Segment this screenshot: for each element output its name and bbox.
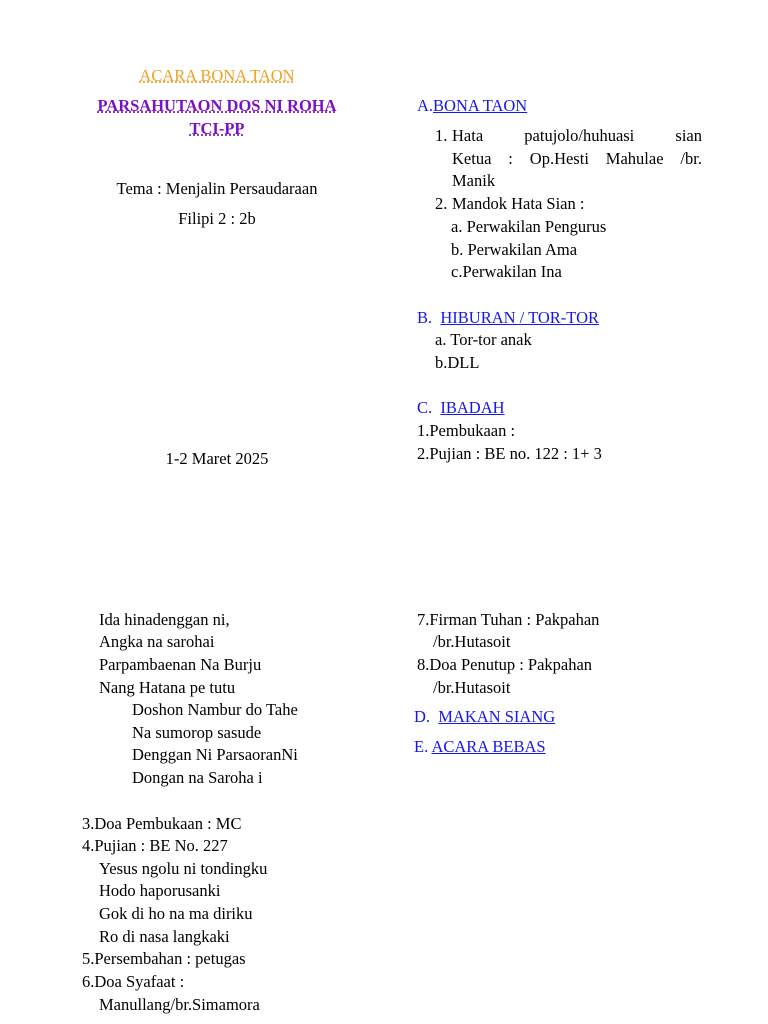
program-item-continuation: /br.Hutasoit: [433, 678, 511, 697]
program-item: 3.Doa Pembukaan : MC: [82, 814, 242, 833]
bible-verse: Filipi 2 : 2b: [178, 209, 256, 228]
program-item-continuation: Manullang/br.Simamora: [99, 995, 260, 1014]
list-item: a. Tor-tor anak: [435, 330, 532, 349]
section-a-item1-line3: Manik: [452, 171, 496, 190]
section-a-item1-line2: Ketua : Op.Hesti Mahulae /br.: [452, 149, 702, 168]
lyric-line: Dongan na Saroha i: [132, 768, 263, 787]
lyric-line: Ro di nasa langkaki: [99, 927, 230, 946]
lyric-line: Na sumorop sasude: [132, 723, 262, 742]
lyric-line: Nang Hatana pe tutu: [99, 678, 236, 697]
theme: Tema : Menjalin Persaudaraan: [116, 179, 318, 198]
list-item: b. Perwakilan Ama: [451, 240, 578, 259]
section-c-heading: C. IBADAH: [417, 398, 505, 417]
program-item: 5.Persembahan : petugas: [82, 949, 246, 968]
lyric-line: Yesus ngolu ni tondingku: [99, 859, 268, 878]
lyric-line: Parpambaenan Na Burju: [99, 655, 262, 674]
program-item: 8.Doa Penutup : Pakpahan: [417, 655, 593, 674]
section-e-heading: E. ACARA BEBAS: [414, 737, 546, 756]
program-item: 7.Firman Tuhan : Pakpahan: [417, 610, 600, 629]
program-item: 6.Doa Syafaat :: [82, 972, 185, 991]
list-item: 2.Pujian : BE no. 122 : 1+ 3: [417, 444, 602, 463]
program-item-continuation: /br.Hutasoit: [433, 632, 511, 651]
program-item: 4.Pujian : BE No. 227: [82, 836, 228, 855]
lyric-line: Angka na sarohai: [99, 632, 215, 651]
section-a-heading: A.BONA TAON: [417, 96, 528, 115]
lyric-line: Denggan Ni ParsaoranNi: [132, 745, 298, 764]
event-title: ACARA BONA TAON: [139, 66, 295, 85]
lyric-line: Gok di ho na ma diriku: [99, 904, 253, 923]
section-a-item1-line1: Hata patujolo/huhuasi sian: [452, 126, 702, 145]
organization-title: PARSAHUTAON DOS NI ROHA: [97, 96, 337, 115]
section-a-item2-number: 2.: [435, 194, 448, 213]
organization-subtitle: TCI-PP: [189, 119, 245, 138]
section-d-heading: D. MAKAN SIANG: [414, 707, 556, 726]
section-a-item1-number: 1.: [435, 126, 448, 145]
list-item: 1.Pembukaan :: [417, 421, 516, 440]
section-a-item2: Mandok Hata Sian :: [452, 194, 585, 213]
list-item: b.DLL: [435, 353, 480, 372]
event-date: 1-2 Maret 2025: [165, 449, 269, 468]
list-item: c.Perwakilan Ina: [451, 262, 562, 281]
lyric-line: Ida hinadenggan ni,: [99, 610, 230, 629]
lyric-line: Hodo haporusanki: [99, 881, 221, 900]
lyric-line: Doshon Nambur do Tahe: [132, 700, 298, 719]
section-b-heading: B. HIBURAN / TOR-TOR: [417, 308, 599, 327]
list-item: a. Perwakilan Pengurus: [451, 217, 607, 236]
